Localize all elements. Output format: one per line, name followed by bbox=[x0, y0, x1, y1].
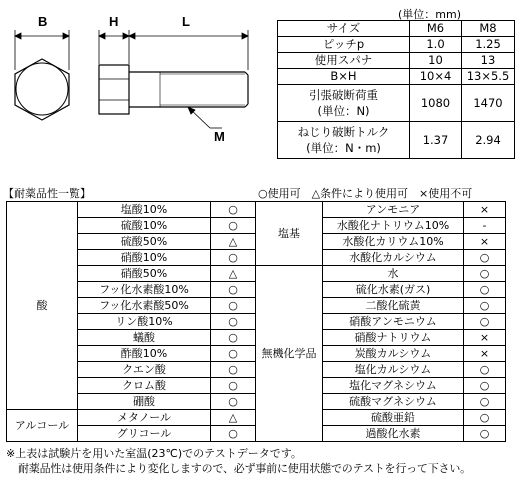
chem-mark: △ bbox=[211, 410, 256, 426]
spec-row-label: 使用スパナ bbox=[278, 53, 410, 69]
chem-mark: ○ bbox=[464, 410, 506, 426]
chem-mark: × bbox=[464, 330, 506, 346]
chem-mark: ○ bbox=[211, 330, 256, 346]
chem-mark: ○ bbox=[464, 314, 506, 330]
chem-name: 炭酸カルシウム bbox=[323, 346, 464, 362]
chem-mark: - bbox=[464, 218, 506, 234]
chem-row bbox=[7, 202, 506, 218]
chem-mark: ○ bbox=[211, 362, 256, 378]
chem-mark: ○ bbox=[464, 250, 506, 266]
chem-name: 水酸化ナトリウム10% bbox=[323, 218, 464, 234]
chem-mark: ○ bbox=[211, 202, 256, 218]
spec-header-size: サイズ bbox=[278, 21, 410, 37]
chem-name: 水酸化カルシウム bbox=[323, 250, 464, 266]
chem-mark: ○ bbox=[211, 218, 256, 234]
dimension-l bbox=[129, 30, 248, 70]
spec-header-m6: M6 bbox=[410, 21, 462, 37]
spec-value-m8: 1470 bbox=[462, 85, 515, 122]
chem-mark: ○ bbox=[464, 394, 506, 410]
chem-mark: ○ bbox=[464, 426, 506, 442]
spec-row-label-main: 引張破断荷重 bbox=[309, 88, 378, 102]
spec-row-label-unit: (単位：N) bbox=[317, 104, 370, 118]
spec-value-m6: 10 bbox=[410, 53, 462, 69]
chem-name: 硝酸50% bbox=[78, 266, 211, 282]
chem-name: アンモニア bbox=[323, 202, 464, 218]
chem-name: クロム酸 bbox=[78, 378, 211, 394]
spec-row-label bbox=[278, 85, 410, 122]
dimension-h bbox=[99, 30, 129, 64]
dimension-b-label: B bbox=[38, 14, 48, 29]
spec-value-m8: 1.25 bbox=[462, 37, 515, 53]
footnote-line-1: ※上表は試験片を用いた室温(23℃)でのテストデータです。 bbox=[6, 447, 302, 460]
chem-mark: ○ bbox=[464, 362, 506, 378]
bolt-drawing bbox=[0, 0, 270, 180]
spec-value-m8: 13×5.5 bbox=[462, 69, 515, 85]
group-base: 塩基 bbox=[256, 202, 323, 266]
dimension-m-leader bbox=[188, 107, 222, 128]
chem-mark: △ bbox=[211, 234, 256, 250]
chem-mark: ○ bbox=[211, 378, 256, 394]
chem-mark: △ bbox=[211, 266, 256, 282]
chem-name: 塩酸10% bbox=[78, 202, 211, 218]
chem-name: クエン酸 bbox=[78, 362, 211, 378]
chem-name: 硝酸10% bbox=[78, 250, 211, 266]
chem-mark: ○ bbox=[211, 282, 256, 298]
chem-name: 水酸化カリウム10% bbox=[323, 234, 464, 250]
dimension-h-label: H bbox=[109, 14, 119, 29]
chem-name: フッ化水素酸10% bbox=[78, 282, 211, 298]
chem-mark: ○ bbox=[211, 314, 256, 330]
unit-note: (単位：mm) bbox=[398, 8, 462, 21]
group-alcohol: アルコール bbox=[7, 410, 78, 442]
spec-row bbox=[278, 85, 515, 122]
chem-mark: ○ bbox=[464, 298, 506, 314]
spec-table bbox=[277, 20, 515, 159]
chem-name: リン酸10% bbox=[78, 314, 211, 330]
chem-row bbox=[7, 266, 506, 282]
chem-title: 【耐薬品性一覧】 bbox=[3, 187, 91, 200]
chem-name: 硫酸亜鉛 bbox=[323, 410, 464, 426]
chem-name: 塩化マグネシウム bbox=[323, 378, 464, 394]
chem-mark: × bbox=[464, 346, 506, 362]
group-inorganic: 無機化学品 bbox=[256, 266, 323, 442]
chem-name: 硝酸アンモニウム bbox=[323, 314, 464, 330]
chem-name: 硫酸50% bbox=[78, 234, 211, 250]
bolt-shank bbox=[129, 72, 248, 107]
chem-name: 硫酸マグネシウム bbox=[323, 394, 464, 410]
dimension-l-label: L bbox=[182, 14, 190, 29]
spec-row-label-unit: (単位：N・m) bbox=[306, 141, 381, 155]
spec-row-label: B×H bbox=[278, 69, 410, 85]
footnote-line-2: 耐薬品性は使用条件により変化しますので、必ず事前に使用状態でのテストを行って下さい。 bbox=[18, 462, 471, 475]
chem-name: 酢酸10% bbox=[78, 346, 211, 362]
chem-table bbox=[6, 201, 506, 442]
chem-name: 硝酸ナトリウム bbox=[323, 330, 464, 346]
chem-mark: ○ bbox=[464, 266, 506, 282]
chem-mark: ○ bbox=[464, 282, 506, 298]
dimension-m-label: M bbox=[214, 129, 225, 144]
chem-name: メタノール bbox=[78, 410, 211, 426]
spec-row bbox=[278, 122, 515, 159]
spec-row-label bbox=[278, 122, 410, 159]
chem-name: 水 bbox=[323, 266, 464, 282]
spec-value-m8: 13 bbox=[462, 53, 515, 69]
chem-name: グリコール bbox=[78, 426, 211, 442]
spec-value-m6: 1080 bbox=[410, 85, 462, 122]
dimension-b bbox=[15, 30, 69, 70]
spec-row bbox=[278, 37, 515, 53]
spec-row bbox=[278, 53, 515, 69]
chem-name: 硼酸 bbox=[78, 394, 211, 410]
spec-value-m6: 1.37 bbox=[410, 122, 462, 159]
group-acid: 酸 bbox=[7, 202, 78, 410]
spec-header-row bbox=[278, 21, 515, 37]
chem-mark: ○ bbox=[464, 378, 506, 394]
spec-value-m8: 2.94 bbox=[462, 122, 515, 159]
spec-value-m6: 10×4 bbox=[410, 69, 462, 85]
chem-mark: × bbox=[464, 202, 506, 218]
spec-row-label-main: ねじり破断トルク bbox=[297, 125, 390, 139]
chem-mark: ○ bbox=[211, 298, 256, 314]
spec-row-label: ピッチp bbox=[278, 37, 410, 53]
chem-mark: ○ bbox=[211, 250, 256, 266]
chem-name: フッ化水素酸50% bbox=[78, 298, 211, 314]
chem-name: 過酸化水素 bbox=[323, 426, 464, 442]
spec-header-m8: M8 bbox=[462, 21, 515, 37]
chem-mark: ○ bbox=[211, 426, 256, 442]
bolt-head-side-view bbox=[99, 65, 129, 114]
chem-name: 二酸化硫黄 bbox=[323, 298, 464, 314]
hex-head-end-view bbox=[15, 59, 69, 120]
chem-mark: ○ bbox=[211, 346, 256, 362]
chem-mark: × bbox=[464, 234, 506, 250]
spec-value-m6: 1.0 bbox=[410, 37, 462, 53]
chem-legend: ○使用可 △条件により使用可 ×使用不可 bbox=[258, 187, 473, 200]
chem-mark: ○ bbox=[211, 394, 256, 410]
chem-name: 硫酸10% bbox=[78, 218, 211, 234]
spec-row bbox=[278, 69, 515, 85]
chem-name: 硫化水素(ガス) bbox=[323, 282, 464, 298]
chem-name: 蟻酸 bbox=[78, 330, 211, 346]
chem-name: 塩化カルシウム bbox=[323, 362, 464, 378]
